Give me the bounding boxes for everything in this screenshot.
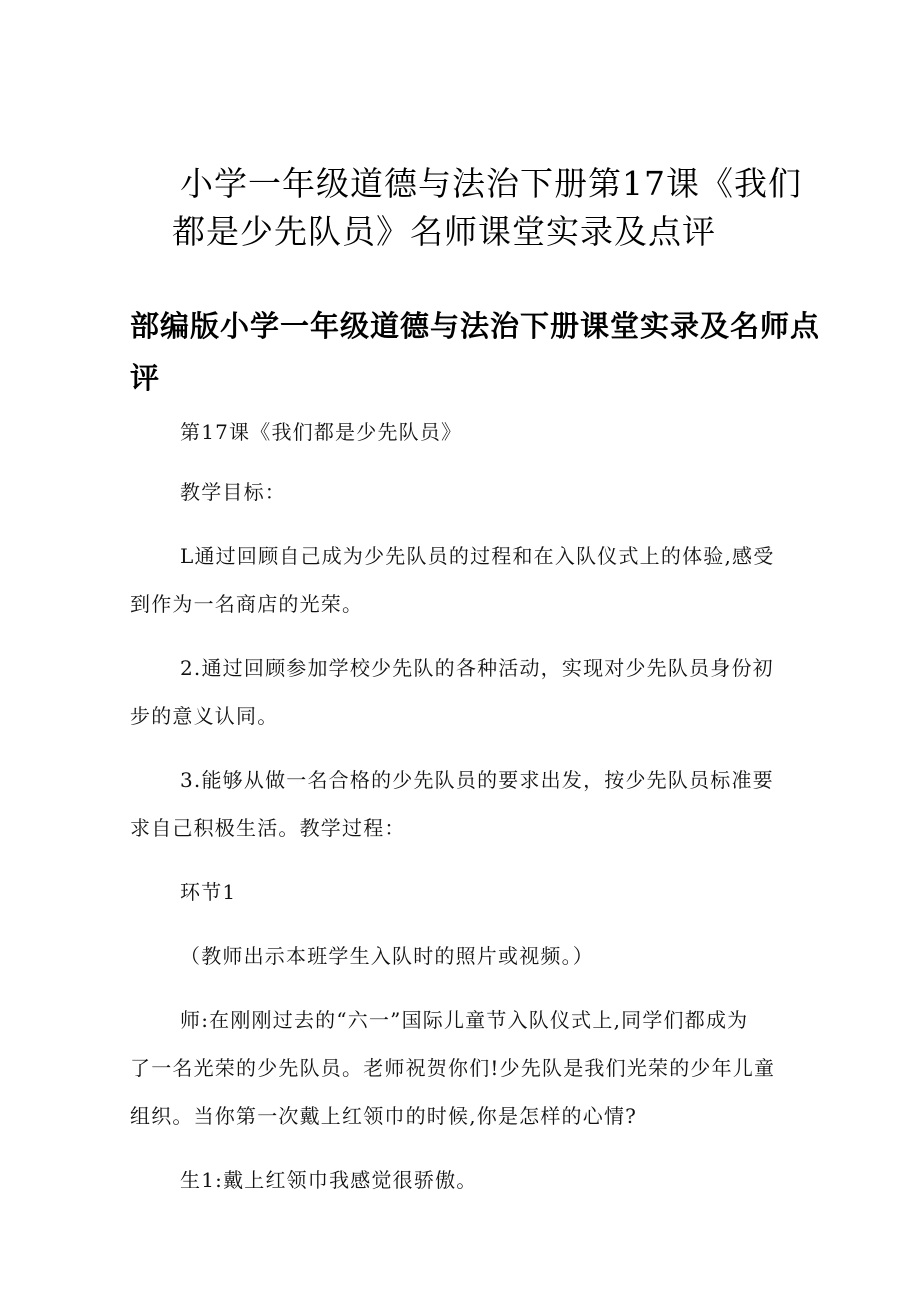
document-subtitle: [130, 300, 821, 404]
section-1-heading: [130, 868, 802, 916]
document-title: [172, 160, 812, 256]
teacher-speech: [130, 996, 802, 1140]
objective-3-line-1: 3.能够从做一名合格的少先队员的要求出发，按少先队员标准要: [180, 768, 774, 792]
objective-3: [130, 756, 802, 852]
section-1-heading-text: 环节1: [180, 880, 237, 904]
objective-2-line-1: 2.通过回顾参加学校少先队的各种活动，实现对少先队员身份初: [180, 656, 774, 680]
objectives-heading-text: 教学目标：: [180, 480, 286, 504]
title-line-2: 都是少先队员》名师课堂实录及点评: [172, 212, 716, 251]
subtitle-line-2: 评: [130, 361, 161, 395]
title-line-1: 小学一年级道德与法治下册第17课《我们: [180, 164, 802, 203]
teacher-speech-line-3: 组织。当你第一次戴上红领巾的时候,你是怎样的心情?: [130, 1104, 638, 1128]
objective-1: [130, 532, 802, 628]
stage-direction-text: （教师出示本班学生入队时的照片或视频。）: [180, 944, 594, 968]
document-body: [130, 408, 802, 1220]
teacher-speech-line-1: 师:在刚刚过去的“六一”国际儿童节入队仪式上,同学们都成为: [180, 1008, 749, 1032]
lesson-title: [130, 408, 802, 456]
student-response-1-text: 生1:戴上红领巾我感觉很骄傲。: [180, 1168, 478, 1192]
objective-1-line-2: 到作为一名商店的光荣。: [130, 592, 364, 616]
teacher-speech-line-2: 了一名光荣的少先队员。老师祝贺你们!少先队是我们光荣的少年儿童: [130, 1056, 776, 1080]
objective-3-line-2: 求自己积极生活。教学过程：: [130, 816, 406, 840]
objective-2: [130, 644, 802, 740]
objective-1-line-1: L通过回顾自己成为少先队员的过程和在入队仪式上的体验,感受: [180, 544, 775, 568]
stage-direction: [130, 932, 802, 980]
subtitle-line-1: 部编版小学一年级道德与法治下册课堂实录及名师点: [130, 309, 821, 343]
lesson-title-text: 第17课《我们都是少先队员》: [180, 420, 463, 444]
objectives-heading: [130, 468, 802, 516]
objective-2-line-2: 步的意义认同。: [130, 704, 279, 728]
student-response-1: [130, 1156, 802, 1204]
